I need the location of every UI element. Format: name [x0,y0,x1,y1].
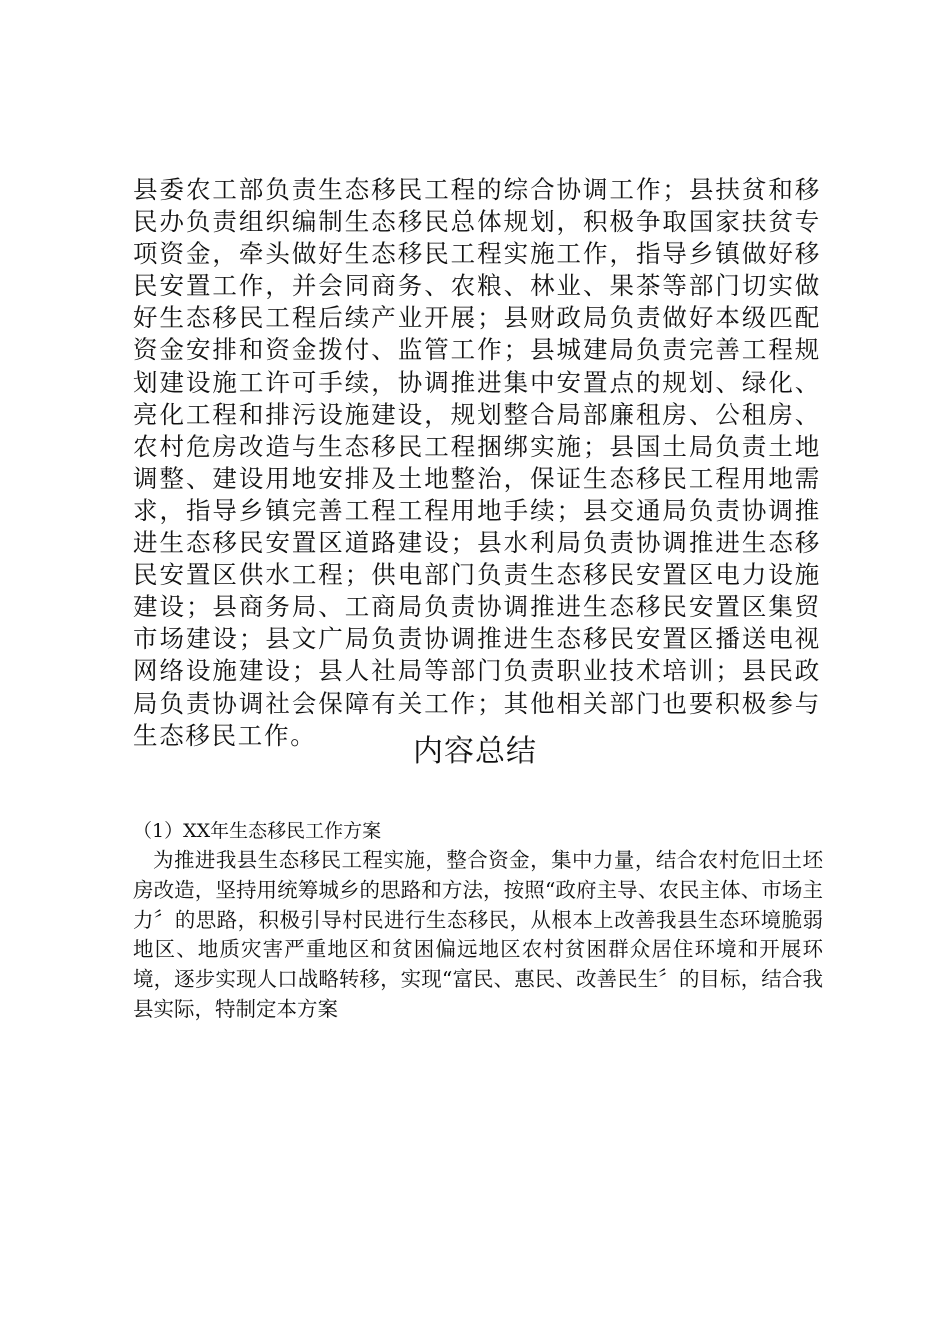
section-title: 内容总结 [413,734,537,769]
main-paragraph: 县委农工部负责生态移民工程的综合协调工作；县扶贫和移民办负责组织编制生态移民总体规划，积极争取国家扶贫专项资金，牵头做好生态移民工程实施工作，指导乡镇做好移民安置工作，并会同商务、农粮、林业、果茶等部门切实做好生态移民工程后续产业开展；县财政局负责做好本级匹配资金安排和资金拨付、监管工作；县城建局负责完善工程规划建设施工许可手续，协调推进集中安置点的规划、绿化、亮化工程和排污设施建设，规划整合局部廉租房、公租房、农村危房改造与生态移民工程捆绑实施；县国土局负责土地调整、建设用地安排及土地整治，保证生态移民工程用地需求，指导乡镇完善工程工程用地手续；县交通局负责协调推进生态移民安置区道路建设；县水利局负责协调推进生态移民安置区供水工程；供电部门负责生态移民安置区电力设施建设；县商务局、工商局负责协调推进生态移民安置区集贸市场建设；县文广局负责协调推进生态移民安置区播送电视网络设施建设；县人社局等部门负责职业技术培训；县民政局负责协调社会保障有关工作；其他相关部门也要积极参与生态移民工作。 [133,175,821,750]
summary-paragraph: 为推进我县生态移民工程实施，整合资金，集中力量，结合农村危旧土坯房改造，坚持用统筹城乡的思路和方法，按照“政府主导、农民主体、市场主力〞的思路，积极引导村民进行生态移民，从根本上改善我县生态环境脆弱地区、地质灾害严重地区和贫困偏远地区农村贫困群众居住环境和开展环境，逐步实现人口战略转移，实现“富民、惠民、改善民生〞的目标，结合我县实际，特制定本方案 [133,848,823,1021]
summary-subtitle: （1）XX年生态移民工作方案 [133,820,382,842]
